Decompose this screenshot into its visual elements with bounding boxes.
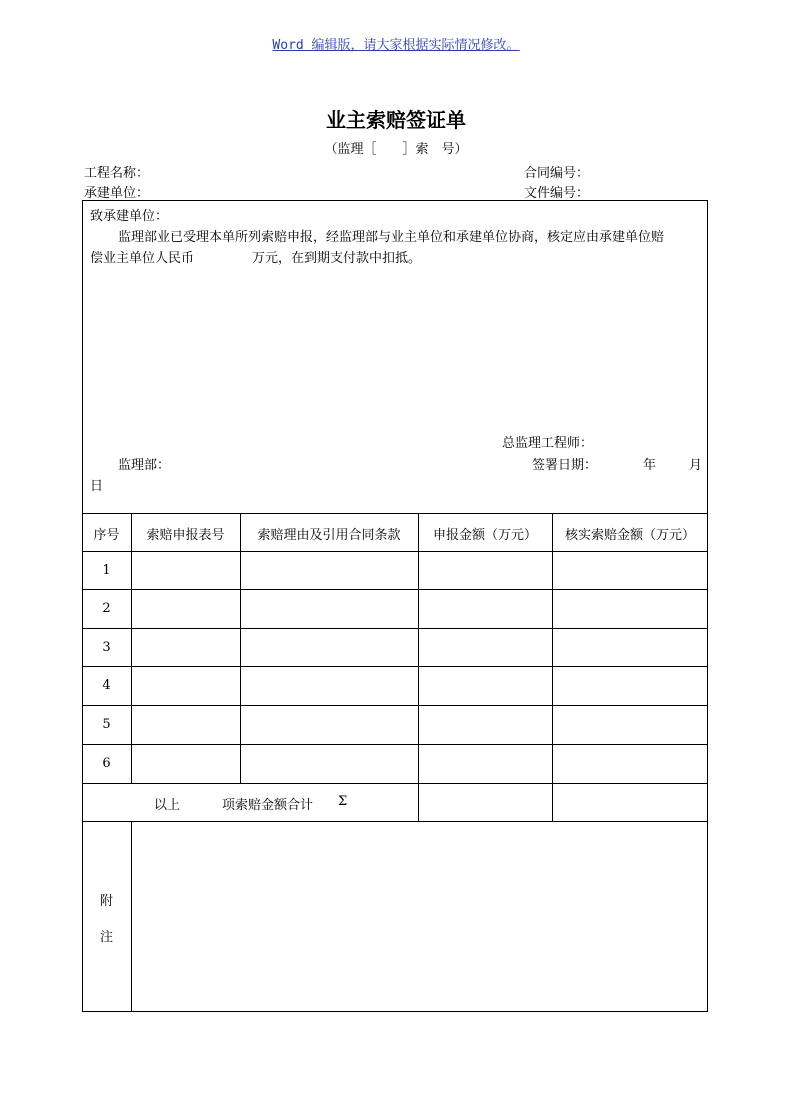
letter-body-line-1: 监理部业已受理本单所列索赔申报，经监理部与业主单位和承建单位协商，核定应由承建单位赔	[118, 230, 665, 245]
year-label: 年	[643, 458, 657, 473]
sign-date-label: 签署日期：	[532, 458, 598, 473]
edit-note-link[interactable]: Word 编辑版，请大家根据实际情况修改。	[272, 38, 520, 53]
row-line	[82, 744, 708, 745]
col-line	[240, 513, 241, 783]
row-index: 5	[102, 717, 111, 732]
total-label: 项索赔金额合计	[222, 798, 314, 813]
row-index: 4	[102, 678, 111, 693]
row-line	[82, 666, 708, 667]
row-index: 3	[102, 640, 111, 655]
row-line	[82, 628, 708, 629]
total-prefix: 以上	[154, 798, 181, 813]
contractor-label: 承建单位：	[84, 186, 150, 201]
document-title: 业主索赔签证单	[326, 108, 466, 132]
letter-recipient: 致承建单位：	[90, 209, 169, 224]
chief-engineer-label: 总监理工程师：	[502, 436, 594, 451]
col-line	[131, 513, 132, 783]
contract-no-label: 合同编号：	[524, 166, 590, 181]
header-index: 序号	[93, 528, 120, 543]
header-claim-reason: 索赔理由及引用合同条款	[257, 528, 401, 543]
header-verified-amount: 核实索赔金额（万元）	[564, 528, 695, 543]
row-line	[82, 551, 708, 552]
project-name-label: 工程名称：	[84, 166, 150, 181]
table-top-line	[82, 513, 708, 514]
header-claim-form-no: 索赔申报表号	[146, 528, 225, 543]
notes-divider	[131, 821, 132, 1011]
letter-body-line-2b: 万元，在到期支付款中扣抵。	[252, 251, 422, 266]
row-index: 6	[102, 756, 111, 771]
day-label: 日	[90, 479, 104, 494]
col-line	[418, 513, 419, 821]
header-declared-amount: 申报金额（万元）	[432, 528, 537, 543]
row-index: 2	[102, 601, 111, 616]
letter-body-line-2a: 偿业主单位人民币	[90, 251, 195, 266]
notes-label-2: 注	[99, 930, 113, 945]
sigma-symbol: Σ	[338, 794, 348, 809]
document-subtitle: （监理［ ］索 号）	[324, 142, 468, 157]
row-line	[82, 821, 708, 822]
row-index: 1	[102, 563, 111, 578]
file-no-label: 文件编号：	[524, 186, 590, 201]
row-line	[82, 783, 708, 784]
form-frame	[82, 200, 708, 1012]
month-label: 月	[689, 458, 703, 473]
supervision-dept-label: 监理部：	[118, 458, 171, 473]
notes-label-1: 附	[99, 894, 113, 909]
row-line	[82, 705, 708, 706]
row-line	[82, 589, 708, 590]
col-line	[552, 513, 553, 821]
